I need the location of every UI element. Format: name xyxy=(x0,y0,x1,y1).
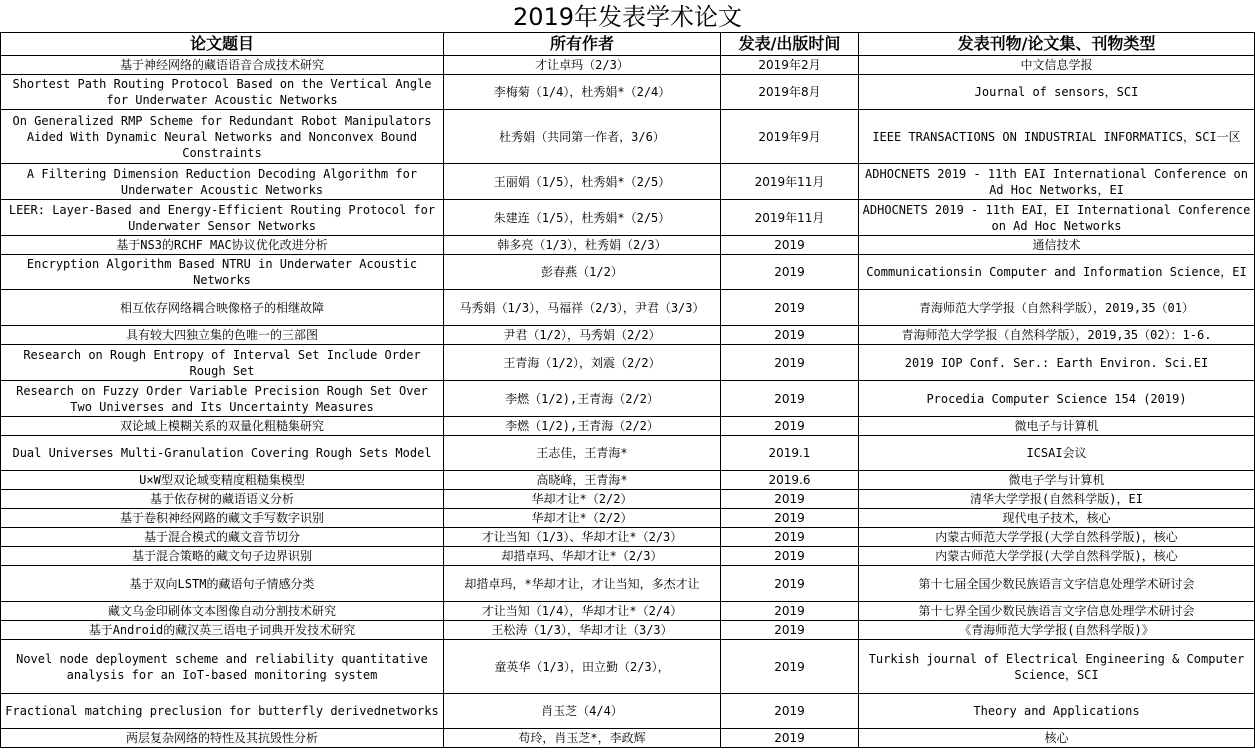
cell-authors[interactable]: 朱建连（1/5），杜秀娟*（2/5） xyxy=(444,200,721,236)
cell-date[interactable]: 2019 xyxy=(721,490,859,509)
cell-authors[interactable]: 王丽娟（1/5），杜秀娟*（2/5） xyxy=(444,164,721,200)
cell-authors[interactable]: 却措卓玛、华却才让*（2/3） xyxy=(444,547,721,566)
cell-title[interactable]: Fractional matching preclusion for butterfly derivednetworks xyxy=(1,694,444,729)
header-row xyxy=(1,33,1255,56)
cell-title[interactable]: 具有较大四独立集的色唯一的三部图 xyxy=(1,326,444,345)
table-row[interactable] xyxy=(1,345,1255,381)
table-row[interactable] xyxy=(1,436,1255,471)
cell-date[interactable]: 2019 xyxy=(721,417,859,436)
col-header-venue[interactable]: 发表刊物/论文集、刊物类型 xyxy=(859,33,1255,56)
table-row[interactable] xyxy=(1,509,1255,528)
table-row[interactable] xyxy=(1,471,1255,490)
cell-date[interactable]: 2019 xyxy=(721,326,859,345)
cell-title[interactable]: 基于NS3的RCHF MAC协议优化改进分析 xyxy=(1,236,444,255)
table-row[interactable] xyxy=(1,56,1255,75)
cell-date[interactable]: 2019 xyxy=(721,694,859,729)
table-row[interactable] xyxy=(1,164,1255,200)
cell-venue[interactable]: Procedia Computer Science 154 (2019) xyxy=(859,381,1255,417)
cell-title[interactable]: 基于卷积神经网路的藏文手写数字识别 xyxy=(1,509,444,528)
table-row[interactable] xyxy=(1,566,1255,602)
cell-venue[interactable]: 内蒙古师范大学学报(大学自然科学版)，核心 xyxy=(859,547,1255,566)
table-body xyxy=(1,56,1255,748)
cell-authors[interactable]: 王松涛（1/3），华却才让（3/3） xyxy=(444,621,721,640)
table-row[interactable] xyxy=(1,490,1255,509)
cell-authors[interactable]: 李燃（1/2),王青海（2/2） xyxy=(444,417,721,436)
cell-venue[interactable]: 通信技术 xyxy=(859,236,1255,255)
table-row[interactable] xyxy=(1,621,1255,640)
table-row[interactable] xyxy=(1,528,1255,547)
cell-venue[interactable]: ADHOCNETS 2019 - 11th EAI，EI International Conference on Ad Hoc Networks xyxy=(859,200,1255,236)
col-header-authors[interactable]: 所有作者 xyxy=(444,33,721,56)
cell-title[interactable]: Novel node deployment scheme and reliability quantitative analysis for an IoT-based monitoring system xyxy=(1,640,444,694)
cell-date[interactable]: 2019 xyxy=(721,729,859,748)
cell-title[interactable]: 基于神经网络的藏语语音合成技术研究 xyxy=(1,56,444,75)
cell-venue[interactable]: 2019 IOP Conf. Ser.: Earth Environ. Sci.EI xyxy=(859,345,1255,381)
cell-title[interactable]: 相互依存网络耦合映像格子的相继故障 xyxy=(1,290,444,326)
cell-venue[interactable]: 青海师范大学学报（自然科学版），2019,35（01） xyxy=(859,290,1255,326)
table-row[interactable] xyxy=(1,381,1255,417)
table-row[interactable] xyxy=(1,694,1255,729)
cell-venue[interactable]: IEEE TRANSACTIONS ON INDUSTRIAL INFORMATICS，SCI一区 xyxy=(859,110,1255,164)
table-row[interactable] xyxy=(1,236,1255,255)
cell-date[interactable]: 2019年11月 xyxy=(721,200,859,236)
cell-date[interactable]: 2019 xyxy=(721,566,859,602)
cell-title[interactable]: 基于双向LSTM的藏语句子情感分类 xyxy=(1,566,444,602)
cell-title[interactable]: 两层复杂网络的特性及其抗毁性分析 xyxy=(1,729,444,748)
cell-authors[interactable]: 华却才让*（2/2） xyxy=(444,509,721,528)
cell-venue[interactable]: 《青海师范大学学报(自然科学版)》 xyxy=(859,621,1255,640)
cell-venue[interactable]: 青海师范大学学报（自然科学版），2019,35（02）：1-6. xyxy=(859,326,1255,345)
cell-date[interactable]: 2019.1 xyxy=(721,436,859,471)
cell-title[interactable]: 基于混合策略的藏文句子边界识别 xyxy=(1,547,444,566)
cell-title[interactable]: Dual Universes Multi-Granulation Covering Rough Sets Model xyxy=(1,436,444,471)
cell-date[interactable]: 2019年2月 xyxy=(721,56,859,75)
sheet-title: 2019年发表学术论文 xyxy=(512,3,743,31)
cell-title[interactable]: 双论域上模糊关系的双量化粗糙集研究 xyxy=(1,417,444,436)
cell-title[interactable]: 基于混合模式的藏文音节切分 xyxy=(1,528,444,547)
cell-date[interactable]: 2019.6 xyxy=(721,471,859,490)
cell-authors[interactable]: 却措卓玛，*华却才让，才让当知，多杰才让 xyxy=(444,566,721,602)
table-row[interactable] xyxy=(1,326,1255,345)
cell-authors[interactable]: 才让当知（1/4），华却才让*（2/4） xyxy=(444,602,721,621)
cell-authors[interactable]: 苟玲，肖玉芝*，李政辉 xyxy=(444,729,721,748)
table-row[interactable] xyxy=(1,200,1255,236)
cell-date[interactable]: 2019 xyxy=(721,509,859,528)
cell-title[interactable]: Research on Rough Entropy of Interval Set Include Order Rough Set xyxy=(1,345,444,381)
cell-date[interactable]: 2019 xyxy=(721,345,859,381)
cell-date[interactable]: 2019 xyxy=(721,255,859,290)
cell-authors[interactable]: 高晓峰，王青海* xyxy=(444,471,721,490)
cell-authors[interactable]: 才让当知（1/3）、华却才让*（2/3） xyxy=(444,528,721,547)
cell-authors[interactable]: 杜秀娟（共同第一作者，3/6） xyxy=(444,110,721,164)
col-header-title[interactable]: 论文题目 xyxy=(1,33,444,56)
table-row[interactable] xyxy=(1,417,1255,436)
cell-authors[interactable]: 韩多亮（1/3），杜秀娟（2/3） xyxy=(444,236,721,255)
cell-title[interactable]: On Generalized RMP Scheme for Redundant Robot Manipulators Aided With Dynamic Neural Networks and Nonconvex Bound Constraints xyxy=(1,110,444,164)
cell-venue[interactable]: 现代电子技术，核心 xyxy=(859,509,1255,528)
cell-venue[interactable]: 核心 xyxy=(859,729,1255,748)
cell-title[interactable]: LEER: Layer-Based and Energy-Efficient Routing Protocol for Underwater Sensor Networks xyxy=(1,200,444,236)
cell-title[interactable]: Research on Fuzzy Order Variable Precision Rough Set Over Two Universes and Its Uncertainty Measures xyxy=(1,381,444,417)
cell-title[interactable]: Encryption Algorithm Based NTRU in Underwater Acoustic Networks xyxy=(1,255,444,290)
cell-venue[interactable]: ADHOCNETS 2019 - 11th EAI International Conference on Ad Hoc Networks，EI xyxy=(859,164,1255,200)
cell-venue[interactable]: ICSAI会议 xyxy=(859,436,1255,471)
cell-title[interactable]: 基于依存树的藏语语义分析 xyxy=(1,490,444,509)
cell-authors[interactable]: 彭春燕（1/2） xyxy=(444,255,721,290)
cell-date[interactable]: 2019 xyxy=(721,621,859,640)
col-header-date[interactable]: 发表/出版时间 xyxy=(721,33,859,56)
cell-venue[interactable]: Turkish journal of Electrical Engineering & Computer Science，SCI xyxy=(859,640,1255,694)
cell-authors[interactable]: 肖玉芝（4/4） xyxy=(444,694,721,729)
cell-date[interactable]: 2019年8月 xyxy=(721,75,859,110)
cell-authors[interactable]: 王志佳，王青海* xyxy=(444,436,721,471)
cell-title[interactable]: A Filtering Dimension Reduction Decoding Algorithm for Underwater Acoustic Networks xyxy=(1,164,444,200)
cell-venue[interactable]: Journal of sensors，SCI xyxy=(859,75,1255,110)
cell-authors[interactable]: 华却才让*（2/2） xyxy=(444,490,721,509)
cell-date[interactable]: 2019 xyxy=(721,602,859,621)
table-row[interactable] xyxy=(1,110,1255,164)
cell-date[interactable]: 2019年9月 xyxy=(721,110,859,164)
cell-venue[interactable]: Theory and Applications xyxy=(859,694,1255,729)
cell-venue[interactable]: 微电子与计算机 xyxy=(859,417,1255,436)
table-row[interactable] xyxy=(1,547,1255,566)
cell-venue[interactable]: 清华大学学报(自然科学版)，EI xyxy=(859,490,1255,509)
cell-authors[interactable]: 李梅菊（1/4），杜秀娟*（2/4） xyxy=(444,75,721,110)
cell-authors[interactable]: 才让卓玛（2/3） xyxy=(444,56,721,75)
cell-authors[interactable]: 李燃（1/2),王青海（2/2） xyxy=(444,381,721,417)
cell-venue[interactable]: 中文信息学报 xyxy=(859,56,1255,75)
cell-title[interactable]: 藏文乌金印刷体文本图像自动分割技术研究 xyxy=(1,602,444,621)
cell-date[interactable]: 2019 xyxy=(721,236,859,255)
papers-table xyxy=(0,32,1255,748)
cell-date[interactable]: 2019 xyxy=(721,547,859,566)
cell-venue[interactable]: 第十七界全国少数民族语言文字信息处理学术研讨会 xyxy=(859,602,1255,621)
table-row[interactable] xyxy=(1,290,1255,326)
cell-date[interactable]: 2019 xyxy=(721,381,859,417)
cell-venue[interactable]: 内蒙古师范大学学报(大学自然科学版)，核心 xyxy=(859,528,1255,547)
cell-date[interactable]: 2019 xyxy=(721,528,859,547)
table-row[interactable] xyxy=(1,729,1255,748)
cell-title[interactable]: U×W型双论域变精度粗糙集模型 xyxy=(1,471,444,490)
cell-authors[interactable]: 童英华（1/3），田立勤（2/3）， xyxy=(444,640,721,694)
table-row[interactable] xyxy=(1,75,1255,110)
cell-venue[interactable]: Communicationsin Computer and Information Science，EI xyxy=(859,255,1255,290)
cell-date[interactable]: 2019 xyxy=(721,640,859,694)
table-row[interactable] xyxy=(1,602,1255,621)
cell-venue[interactable]: 第十七届全国少数民族语言文字信息处理学术研讨会 xyxy=(859,566,1255,602)
cell-authors[interactable]: 马秀娟（1/3），马福祥（2/3），尹君（3/3） xyxy=(444,290,721,326)
cell-title[interactable]: 基于Android的藏汉英三语电子词典开发技术研究 xyxy=(1,621,444,640)
cell-venue[interactable]: 微电子学与计算机 xyxy=(859,471,1255,490)
cell-authors[interactable]: 王青海（1/2），刘震（2/2） xyxy=(444,345,721,381)
cell-date[interactable]: 2019年11月 xyxy=(721,164,859,200)
table-row[interactable] xyxy=(1,255,1255,290)
cell-authors[interactable]: 尹君（1/2），马秀娟（2/2） xyxy=(444,326,721,345)
cell-date[interactable]: 2019 xyxy=(721,290,859,326)
cell-title[interactable]: Shortest Path Routing Protocol Based on the Vertical Angle for Underwater Acoustic Networks xyxy=(1,75,444,110)
table-row[interactable] xyxy=(1,640,1255,694)
